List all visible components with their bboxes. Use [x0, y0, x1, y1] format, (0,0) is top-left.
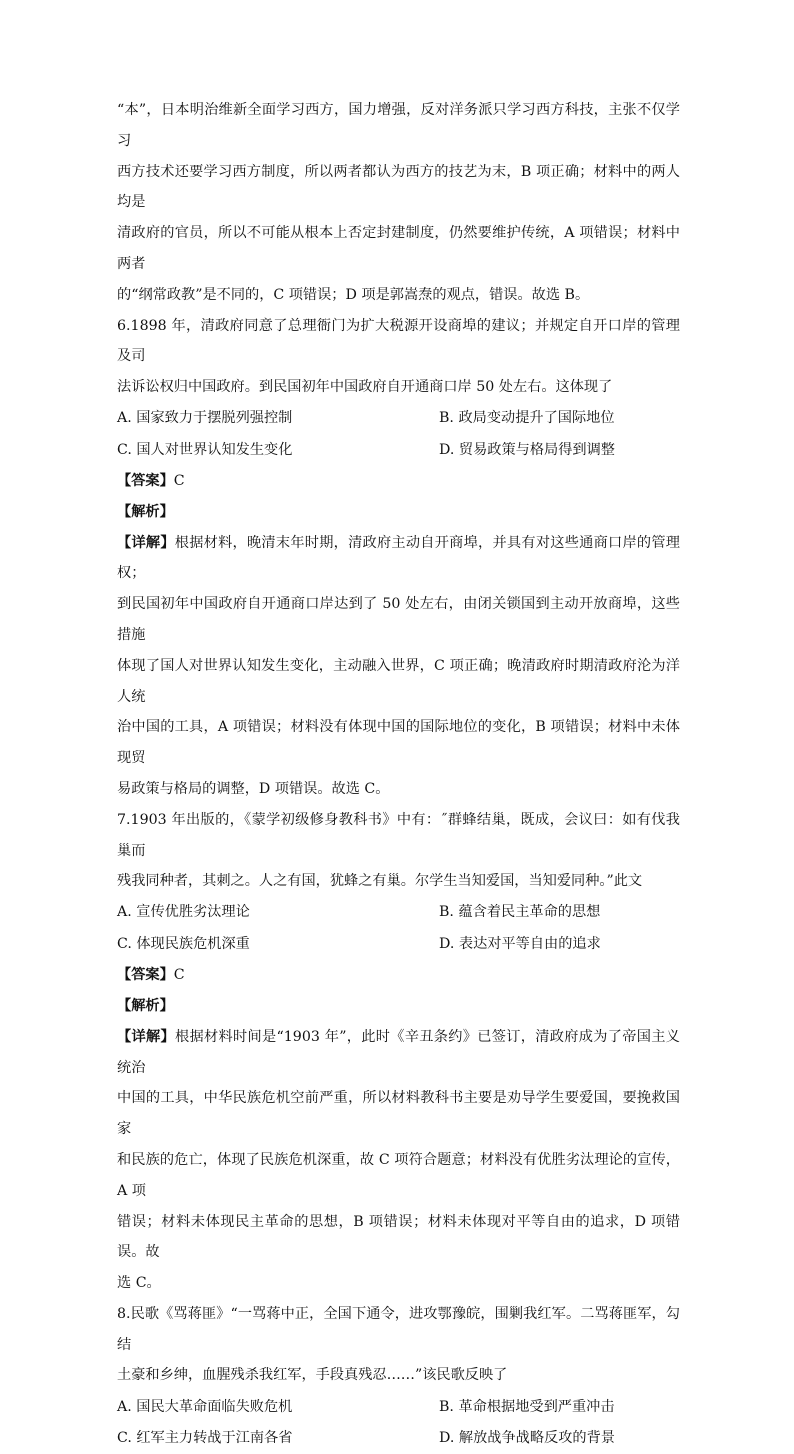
- detail-text: 根据材料时间是“1903 年”，此时《辛丑条约》已签订，清政府成为了帝国主义统治: [117, 1028, 680, 1076]
- option-d: D. 表达对平等自由的追求: [439, 935, 601, 952]
- option-d: D. 贸易政策与格局得到调整: [439, 441, 615, 458]
- detail-line: [117, 1022, 680, 1084]
- detail-line: 中国的工具，中华民族危机空前严重，所以材料教科书主要是劝导学生要爱国，要挽救国家: [117, 1090, 680, 1138]
- detail-line: 选 C。: [117, 1275, 161, 1292]
- option-a: A. 国家致力于摆脱列强控制: [117, 410, 293, 427]
- detail-line: [117, 528, 680, 590]
- option-b: B. 政局变动提升了国际地位: [439, 410, 615, 427]
- options-row: [117, 403, 680, 435]
- option-a: A. 宣传优胜劣汰理论: [117, 904, 250, 921]
- question-8: [117, 1299, 680, 1454]
- options-row: [117, 929, 680, 961]
- detail-line: 治中国的工具，A 项错误；材料没有体现中国的国际地位的变化，B 项错误；材料中未体现贸: [117, 719, 680, 767]
- option-b: B. 蕴含着民主革命的思想: [439, 904, 601, 921]
- detail-label: 【详解】: [117, 534, 175, 551]
- text-line: 的“纲常政教”是不同的，C 项错误；D 项是郭嵩焘的观点，错误。故选 B。: [117, 286, 590, 303]
- detail-line: 和民族的危亡，体现了民族危机深重，故 C 项符合题意；材料没有优胜劣汰理论的宣传，A 项: [117, 1151, 680, 1199]
- question-6: [117, 311, 680, 805]
- answer-line: [117, 960, 680, 991]
- question-stem-line: 土豪和乡绅，血腥残杀我红军，手段真残忍……”该民歌反映了: [117, 1367, 508, 1384]
- option-c: C. 国人对世界认知发生变化: [117, 441, 293, 458]
- options-row: [117, 1391, 680, 1423]
- text-line: 清政府的官员，所以不可能从根本上否定封建制度，仍然要维护传统，A 项错误；材料中两者: [117, 225, 680, 272]
- analysis-label: 【解析】: [117, 503, 174, 520]
- options-row: [117, 897, 680, 929]
- question-stem-line: 6.1898 年，清政府同意了总理衙门为扩大税源开设商埠的建议；并规定自开口岸的管理及司: [117, 317, 680, 365]
- previous-analysis-continuation: [117, 95, 680, 311]
- detail-line: 易政策与格局的调整，D 项错误。故选 C。: [117, 780, 390, 797]
- question-stem-line: 7.1903 年出版的，《蒙学初级修身教科书》中有：˝群蜂结巢，既成，会议曰：如有伐我巢而: [117, 811, 680, 859]
- detail-line: 体现了国人对世界认知发生变化，主动融入世界，C 项正确；晚清政府时期清政府沦为洋人统: [117, 657, 680, 705]
- answer-label: 【答案】: [117, 472, 174, 489]
- question-stem-line: 残我同种者，其刺之。人之有国，犹蜂之有巢。尔学生当知爱国，当知爱同种。”此文: [117, 873, 643, 890]
- options-row: [117, 1423, 680, 1454]
- text-line: “本”，日本明治维新全面学习西方，国力增强，反对洋务派只学习西方科技，主张不仅学习: [117, 102, 680, 149]
- option-a: A. 国民大革命面临失败危机: [117, 1398, 293, 1415]
- text-line: 西方技术还要学习西方制度，所以两者都认为西方的技艺为末，B 项正确；材料中的两人均是: [117, 163, 680, 211]
- options-row: [117, 434, 680, 466]
- option-c: C. 红军主力转战于江南各省: [117, 1430, 293, 1447]
- option-b: B. 革命根据地受到严重冲击: [439, 1398, 615, 1415]
- answer-value: C: [173, 967, 185, 984]
- answer-label: 【答案】: [117, 967, 174, 984]
- analysis-label: 【解析】: [117, 997, 174, 1014]
- answer-line: [117, 466, 680, 497]
- question-stem-line: 法诉讼权归中国政府。到民国初年中国政府自开通商口岸 50 处左右。这体现了: [117, 379, 613, 396]
- document-text: [117, 95, 680, 1454]
- detail-label: 【详解】: [117, 1028, 176, 1045]
- detail-text: 根据材料，晚清末年时期，清政府主动自开商埠，并具有对这些通商口岸的管理权；: [117, 534, 680, 582]
- question-stem-line: 8.民歌《骂蒋匪》“一骂蒋中正，全国下通令，进攻鄂豫皖，围剿我红军。二骂蒋匪军，勾结: [117, 1305, 680, 1353]
- option-c: C. 体现民族危机深重: [117, 935, 250, 952]
- detail-line: 到民国初年中国政府自开通商口岸达到了 50 处左右，由闭关锁国到主动开放商埠，这些措施: [117, 596, 680, 643]
- answer-value: C: [173, 472, 185, 489]
- question-7: [117, 805, 680, 1299]
- option-d: D. 解放战争战略反攻的背景: [439, 1430, 615, 1447]
- detail-line: 错误；材料未体现民主革命的思想，B 项错误；材料未体现对平等自由的追求，D 项错误。故: [117, 1213, 680, 1261]
